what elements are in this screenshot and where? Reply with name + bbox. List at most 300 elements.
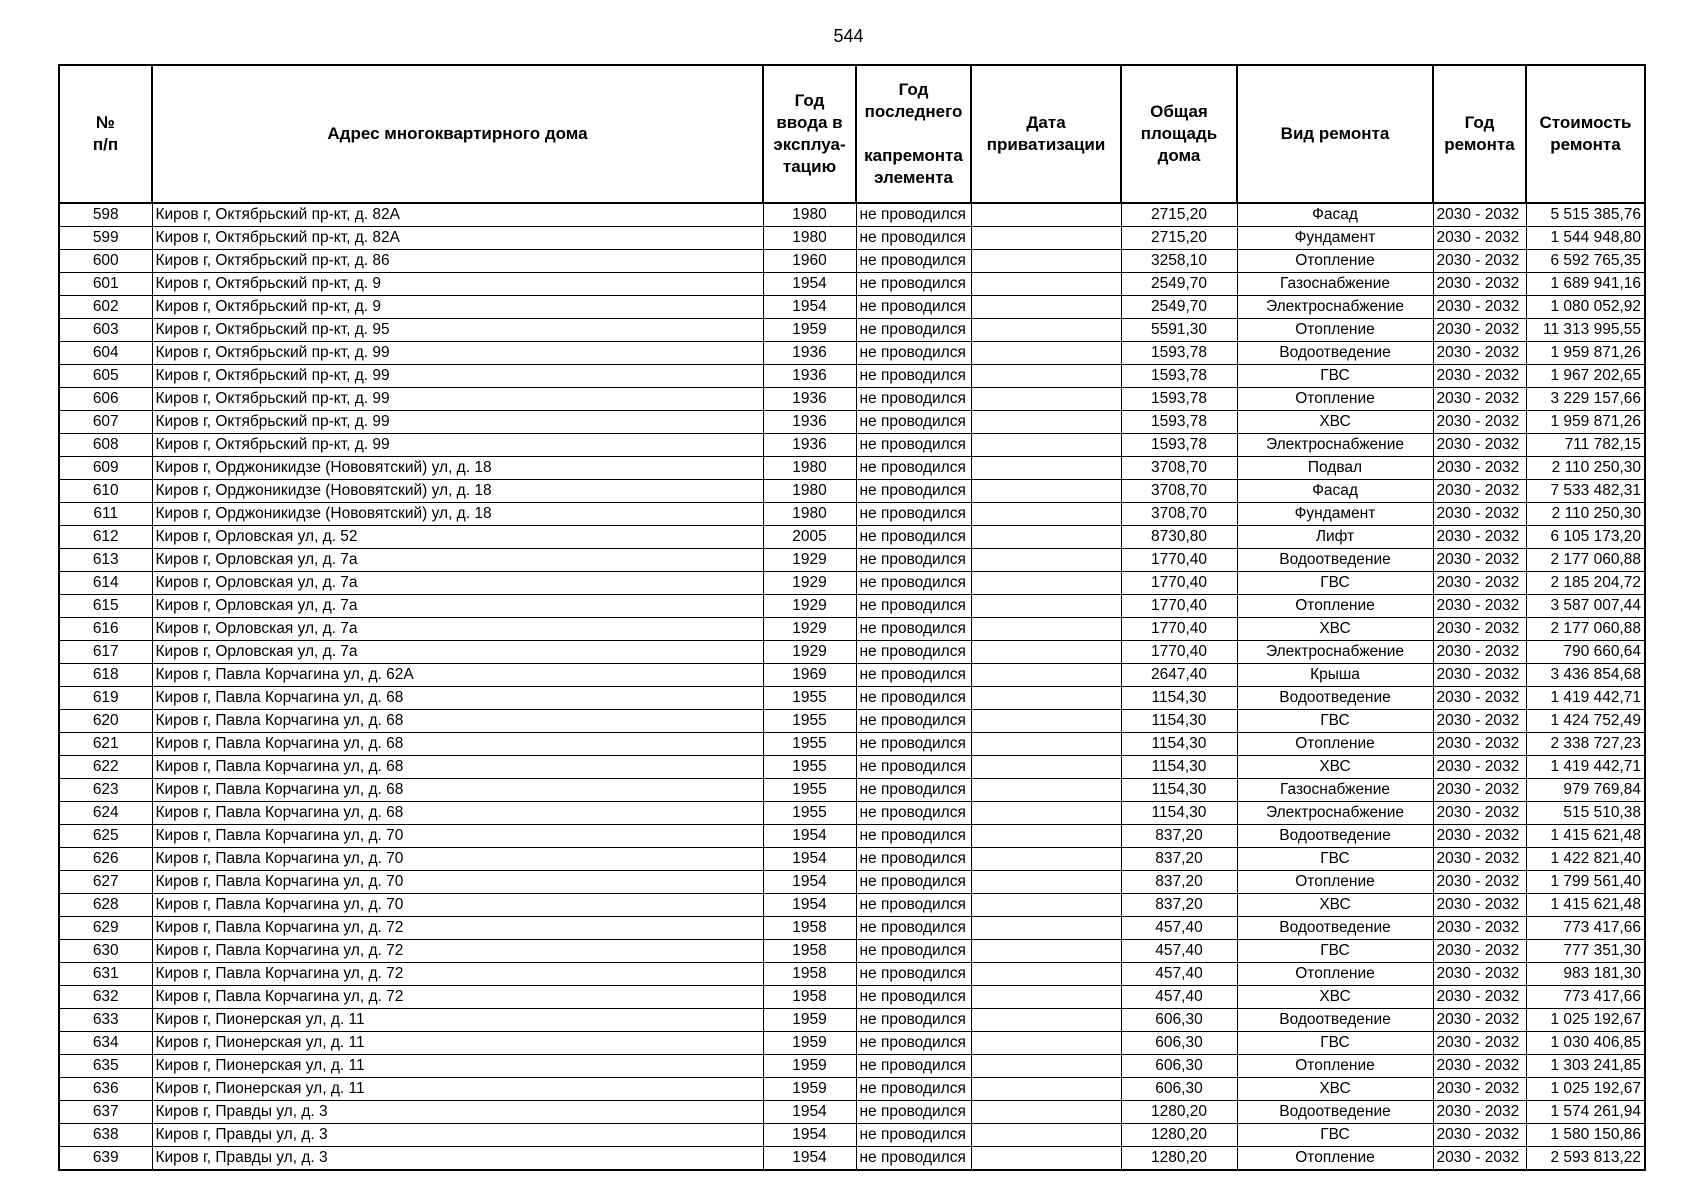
cell-privatization [971,1009,1121,1032]
cell-privatization [971,572,1121,595]
cell-last-repair: не проводился [856,917,971,940]
table-row [59,963,1645,986]
cell-last-repair: не проводился [856,1009,971,1032]
cell-privatization [971,273,1121,296]
cell-address: Киров г, Орловская ул, д. 7а [152,618,763,641]
cell-num: 613 [59,549,152,572]
cell-repair-type: Водоотведение [1237,549,1433,572]
cell-address: Киров г, Орджоникидзе (Нововятский) ул, д. 18 [152,503,763,526]
cell-privatization [971,894,1121,917]
cell-repair-type: Электроснабжение [1237,296,1433,319]
table-body [59,203,1645,1170]
table-row [59,296,1645,319]
cell-area: 1154,30 [1121,756,1237,779]
cell-last-repair: не проводился [856,480,971,503]
cell-last-repair: не проводился [856,825,971,848]
cell-address: Киров г, Октябрьский пр-кт, д. 82А [152,203,763,227]
cell-area: 2715,20 [1121,203,1237,227]
cell-repair-type: Отопление [1237,1055,1433,1078]
cell-repair-type: Газоснабжение [1237,273,1433,296]
cell-repair-type: Газоснабжение [1237,779,1433,802]
cell-last-repair: не проводился [856,434,971,457]
cell-address: Киров г, Правды ул, д. 3 [152,1101,763,1124]
cell-num: 623 [59,779,152,802]
cell-cost: 1 030 406,85 [1526,1032,1645,1055]
cell-repair-period: 2030 - 2032 [1433,756,1526,779]
repair-register-table [58,64,1646,1171]
cell-cost: 1 415 621,48 [1526,894,1645,917]
cell-last-repair: не проводился [856,1124,971,1147]
cell-address: Киров г, Правды ул, д. 3 [152,1147,763,1171]
cell-num: 632 [59,986,152,1009]
cell-privatization [971,1101,1121,1124]
table-header [59,65,1645,203]
table-row [59,595,1645,618]
table-row [59,526,1645,549]
cell-repair-period: 2030 - 2032 [1433,986,1526,1009]
cell-repair-type: Фундамент [1237,227,1433,250]
cell-address: Киров г, Павла Корчагина ул, д. 68 [152,802,763,825]
cell-area: 3258,10 [1121,250,1237,273]
cell-area: 1280,20 [1121,1101,1237,1124]
cell-last-repair: не проводился [856,641,971,664]
cell-privatization [971,549,1121,572]
table-row [59,503,1645,526]
cell-cost: 6 105 173,20 [1526,526,1645,549]
cell-year-built: 1980 [763,457,856,480]
table-row [59,203,1645,227]
cell-repair-period: 2030 - 2032 [1433,227,1526,250]
cell-num: 614 [59,572,152,595]
cell-cost: 983 181,30 [1526,963,1645,986]
cell-repair-period: 2030 - 2032 [1433,296,1526,319]
cell-cost: 711 782,15 [1526,434,1645,457]
table-row [59,664,1645,687]
cell-year-built: 1958 [763,940,856,963]
cell-area: 1280,20 [1121,1147,1237,1171]
cell-repair-type: Фасад [1237,203,1433,227]
cell-area: 1154,30 [1121,733,1237,756]
cell-repair-type: ГВС [1237,940,1433,963]
table-row [59,1055,1645,1078]
cell-address: Киров г, Пионерская ул, д. 11 [152,1032,763,1055]
cell-cost: 2 110 250,30 [1526,503,1645,526]
cell-last-repair: не проводился [856,1147,971,1171]
cell-privatization [971,917,1121,940]
cell-last-repair: не проводился [856,1032,971,1055]
cell-area: 8730,80 [1121,526,1237,549]
cell-repair-type: ГВС [1237,1124,1433,1147]
cell-privatization [971,687,1121,710]
cell-last-repair: не проводился [856,618,971,641]
table-row [59,756,1645,779]
cell-address: Киров г, Павла Корчагина ул, д. 70 [152,894,763,917]
cell-repair-type: Водоотведение [1237,1009,1433,1032]
cell-repair-type: Отопление [1237,319,1433,342]
cell-privatization [971,779,1121,802]
cell-area: 837,20 [1121,825,1237,848]
cell-repair-period: 2030 - 2032 [1433,365,1526,388]
cell-num: 611 [59,503,152,526]
cell-year-built: 1955 [763,687,856,710]
cell-privatization [971,342,1121,365]
cell-privatization [971,1124,1121,1147]
table-row [59,1101,1645,1124]
cell-year-built: 1929 [763,641,856,664]
cell-privatization [971,618,1121,641]
cell-year-built: 1954 [763,273,856,296]
cell-area: 606,30 [1121,1078,1237,1101]
cell-area: 1154,30 [1121,687,1237,710]
cell-year-built: 1955 [763,779,856,802]
cell-num: 607 [59,411,152,434]
cell-year-built: 1959 [763,1032,856,1055]
cell-year-built: 1958 [763,963,856,986]
cell-cost: 5 515 385,76 [1526,203,1645,227]
table-row [59,917,1645,940]
cell-repair-period: 2030 - 2032 [1433,411,1526,434]
cell-last-repair: не проводился [856,411,971,434]
cell-repair-type: Водоотведение [1237,687,1433,710]
cell-address: Киров г, Орловская ул, д. 7а [152,641,763,664]
cell-num: 599 [59,227,152,250]
cell-num: 608 [59,434,152,457]
cell-address: Киров г, Орджоникидзе (Нововятский) ул, д. 18 [152,457,763,480]
cell-cost: 1 025 192,67 [1526,1009,1645,1032]
cell-address: Киров г, Орловская ул, д. 7а [152,572,763,595]
cell-cost: 773 417,66 [1526,986,1645,1009]
cell-privatization [971,203,1121,227]
cell-privatization [971,848,1121,871]
cell-address: Киров г, Орловская ул, д. 7а [152,549,763,572]
cell-last-repair: не проводился [856,802,971,825]
cell-cost: 1 080 052,92 [1526,296,1645,319]
table-row [59,940,1645,963]
cell-last-repair: не проводился [856,526,971,549]
cell-address: Киров г, Павла Корчагина ул, д. 70 [152,871,763,894]
cell-repair-type: ХВС [1237,411,1433,434]
cell-address: Киров г, Павла Корчагина ул, д. 62А [152,664,763,687]
cell-num: 622 [59,756,152,779]
cell-cost: 1 424 752,49 [1526,710,1645,733]
table-row [59,250,1645,273]
cell-repair-period: 2030 - 2032 [1433,848,1526,871]
cell-cost: 1 959 871,26 [1526,342,1645,365]
cell-repair-period: 2030 - 2032 [1433,572,1526,595]
cell-last-repair: не проводился [856,894,971,917]
cell-area: 1593,78 [1121,365,1237,388]
header-privatization: Дата приватизации [971,65,1121,203]
cell-area: 457,40 [1121,917,1237,940]
table-row [59,319,1645,342]
cell-year-built: 1936 [763,365,856,388]
cell-area: 457,40 [1121,963,1237,986]
cell-repair-type: Отопление [1237,388,1433,411]
cell-last-repair: не проводился [856,1055,971,1078]
cell-address: Киров г, Пионерская ул, д. 11 [152,1078,763,1101]
cell-repair-type: Отопление [1237,595,1433,618]
cell-year-built: 1980 [763,503,856,526]
cell-privatization [971,641,1121,664]
cell-repair-period: 2030 - 2032 [1433,894,1526,917]
cell-last-repair: не проводился [856,319,971,342]
cell-year-built: 1959 [763,319,856,342]
cell-repair-period: 2030 - 2032 [1433,203,1526,227]
cell-year-built: 1954 [763,1147,856,1171]
cell-area: 3708,70 [1121,503,1237,526]
cell-address: Киров г, Павла Корчагина ул, д. 68 [152,756,763,779]
cell-address: Киров г, Октябрьский пр-кт, д. 99 [152,365,763,388]
table-row [59,1078,1645,1101]
cell-year-built: 1929 [763,595,856,618]
cell-cost: 7 533 482,31 [1526,480,1645,503]
cell-area: 1154,30 [1121,710,1237,733]
cell-num: 616 [59,618,152,641]
cell-area: 2647,40 [1121,664,1237,687]
cell-last-repair: не проводился [856,388,971,411]
cell-cost: 6 592 765,35 [1526,250,1645,273]
cell-cost: 790 660,64 [1526,641,1645,664]
cell-num: 619 [59,687,152,710]
cell-area: 1593,78 [1121,342,1237,365]
cell-repair-type: ГВС [1237,710,1433,733]
cell-cost: 515 510,38 [1526,802,1645,825]
cell-last-repair: не проводился [856,1101,971,1124]
cell-year-built: 1954 [763,1124,856,1147]
cell-num: 606 [59,388,152,411]
cell-num: 617 [59,641,152,664]
cell-year-built: 1954 [763,871,856,894]
cell-address: Киров г, Павла Корчагина ул, д. 68 [152,733,763,756]
cell-repair-type: Водоотведение [1237,342,1433,365]
cell-privatization [971,365,1121,388]
cell-cost: 1 799 561,40 [1526,871,1645,894]
cell-repair-type: Отопление [1237,963,1433,986]
cell-cost: 2 177 060,88 [1526,549,1645,572]
table-row [59,1009,1645,1032]
cell-cost: 1 419 442,71 [1526,687,1645,710]
cell-area: 1154,30 [1121,779,1237,802]
cell-privatization [971,411,1121,434]
cell-last-repair: не проводился [856,733,971,756]
cell-repair-period: 2030 - 2032 [1433,779,1526,802]
cell-privatization [971,250,1121,273]
header-last-repair: Год последнего капремонта элемента [856,65,971,203]
cell-num: 629 [59,917,152,940]
cell-area: 3708,70 [1121,457,1237,480]
table-row [59,365,1645,388]
table-row [59,825,1645,848]
cell-last-repair: не проводился [856,595,971,618]
cell-repair-period: 2030 - 2032 [1433,710,1526,733]
cell-repair-type: ГВС [1237,572,1433,595]
cell-last-repair: не проводился [856,296,971,319]
table-row [59,1124,1645,1147]
cell-last-repair: не проводился [856,365,971,388]
cell-repair-period: 2030 - 2032 [1433,940,1526,963]
table-row [59,986,1645,1009]
table-row [59,434,1645,457]
cell-last-repair: не проводился [856,457,971,480]
table-row [59,848,1645,871]
cell-repair-period: 2030 - 2032 [1433,871,1526,894]
cell-repair-type: Электроснабжение [1237,802,1433,825]
cell-privatization [971,1032,1121,1055]
cell-cost: 777 351,30 [1526,940,1645,963]
cell-address: Киров г, Павла Корчагина ул, д. 70 [152,848,763,871]
cell-cost: 1 689 941,16 [1526,273,1645,296]
cell-privatization [971,388,1121,411]
cell-cost: 2 338 727,23 [1526,733,1645,756]
cell-repair-type: Водоотведение [1237,917,1433,940]
cell-year-built: 1969 [763,664,856,687]
table-row [59,710,1645,733]
cell-repair-type: Фундамент [1237,503,1433,526]
table-row [59,687,1645,710]
cell-area: 1593,78 [1121,434,1237,457]
cell-address: Киров г, Октябрьский пр-кт, д. 99 [152,342,763,365]
cell-repair-period: 2030 - 2032 [1433,1147,1526,1171]
cell-year-built: 1959 [763,1055,856,1078]
cell-privatization [971,296,1121,319]
cell-area: 1770,40 [1121,549,1237,572]
table-row [59,388,1645,411]
cell-area: 837,20 [1121,848,1237,871]
header-row [59,65,1645,203]
header-cost: Стоимость ремонта [1526,65,1645,203]
cell-cost: 1 544 948,80 [1526,227,1645,250]
header-area: Общая площадь дома [1121,65,1237,203]
cell-privatization [971,1055,1121,1078]
cell-num: 626 [59,848,152,871]
cell-area: 2715,20 [1121,227,1237,250]
cell-repair-type: Отопление [1237,250,1433,273]
cell-last-repair: не проводился [856,848,971,871]
cell-repair-period: 2030 - 2032 [1433,1101,1526,1124]
cell-repair-period: 2030 - 2032 [1433,595,1526,618]
cell-cost: 1 415 621,48 [1526,825,1645,848]
cell-address: Киров г, Октябрьский пр-кт, д. 9 [152,296,763,319]
cell-year-built: 1954 [763,848,856,871]
cell-year-built: 1936 [763,342,856,365]
cell-year-built: 1929 [763,549,856,572]
cell-num: 601 [59,273,152,296]
cell-last-repair: не проводился [856,342,971,365]
cell-cost: 2 185 204,72 [1526,572,1645,595]
table-row [59,342,1645,365]
cell-address: Киров г, Павла Корчагина ул, д. 72 [152,917,763,940]
table-row [59,779,1645,802]
cell-last-repair: не проводился [856,687,971,710]
header-year-built: Год ввода в эксплуа- тацию [763,65,856,203]
cell-num: 612 [59,526,152,549]
cell-year-built: 1960 [763,250,856,273]
cell-privatization [971,526,1121,549]
cell-repair-period: 2030 - 2032 [1433,687,1526,710]
cell-cost: 2 593 813,22 [1526,1147,1645,1171]
cell-privatization [971,503,1121,526]
cell-repair-type: Лифт [1237,526,1433,549]
table-row [59,457,1645,480]
header-num: № п/п [59,65,152,203]
cell-repair-type: ХВС [1237,894,1433,917]
cell-address: Киров г, Октябрьский пр-кт, д. 86 [152,250,763,273]
cell-repair-type: ХВС [1237,756,1433,779]
cell-repair-period: 2030 - 2032 [1433,1124,1526,1147]
cell-privatization [971,1078,1121,1101]
cell-year-built: 1980 [763,203,856,227]
cell-area: 3708,70 [1121,480,1237,503]
cell-num: 628 [59,894,152,917]
cell-privatization [971,1147,1121,1171]
cell-cost: 1 419 442,71 [1526,756,1645,779]
cell-year-built: 1955 [763,756,856,779]
cell-address: Киров г, Орджоникидзе (Нововятский) ул, д. 18 [152,480,763,503]
table-row [59,1147,1645,1171]
cell-last-repair: не проводился [856,963,971,986]
cell-cost: 1 303 241,85 [1526,1055,1645,1078]
cell-num: 637 [59,1101,152,1124]
table-row [59,549,1645,572]
cell-year-built: 1936 [763,434,856,457]
cell-last-repair: не проводился [856,273,971,296]
cell-repair-type: ГВС [1237,1032,1433,1055]
cell-last-repair: не проводился [856,203,971,227]
cell-address: Киров г, Октябрьский пр-кт, д. 99 [152,388,763,411]
cell-address: Киров г, Октябрьский пр-кт, д. 99 [152,434,763,457]
table-row [59,641,1645,664]
cell-repair-period: 2030 - 2032 [1433,342,1526,365]
cell-area: 1770,40 [1121,641,1237,664]
cell-area: 1770,40 [1121,618,1237,641]
cell-repair-period: 2030 - 2032 [1433,480,1526,503]
cell-year-built: 1929 [763,618,856,641]
cell-num: 620 [59,710,152,733]
cell-address: Киров г, Орловская ул, д. 7а [152,595,763,618]
table-row [59,1032,1645,1055]
cell-repair-type: ХВС [1237,1078,1433,1101]
cell-num: 602 [59,296,152,319]
table-row [59,871,1645,894]
cell-last-repair: не проводился [856,572,971,595]
cell-num: 638 [59,1124,152,1147]
cell-area: 1154,30 [1121,802,1237,825]
cell-repair-period: 2030 - 2032 [1433,388,1526,411]
header-repair-year: Год ремонта [1433,65,1526,203]
cell-area: 1770,40 [1121,572,1237,595]
cell-last-repair: не проводился [856,503,971,526]
cell-num: 631 [59,963,152,986]
cell-repair-period: 2030 - 2032 [1433,1009,1526,1032]
cell-year-built: 1954 [763,296,856,319]
cell-privatization [971,227,1121,250]
cell-cost: 773 417,66 [1526,917,1645,940]
cell-repair-period: 2030 - 2032 [1433,549,1526,572]
cell-cost: 979 769,84 [1526,779,1645,802]
cell-num: 605 [59,365,152,388]
cell-repair-type: Электроснабжение [1237,434,1433,457]
cell-last-repair: не проводился [856,250,971,273]
cell-area: 2549,70 [1121,273,1237,296]
cell-year-built: 1959 [763,1078,856,1101]
cell-year-built: 1958 [763,917,856,940]
cell-privatization [971,733,1121,756]
cell-repair-type: Водоотведение [1237,1101,1433,1124]
cell-num: 603 [59,319,152,342]
cell-privatization [971,940,1121,963]
cell-repair-period: 2030 - 2032 [1433,250,1526,273]
table-row [59,802,1645,825]
